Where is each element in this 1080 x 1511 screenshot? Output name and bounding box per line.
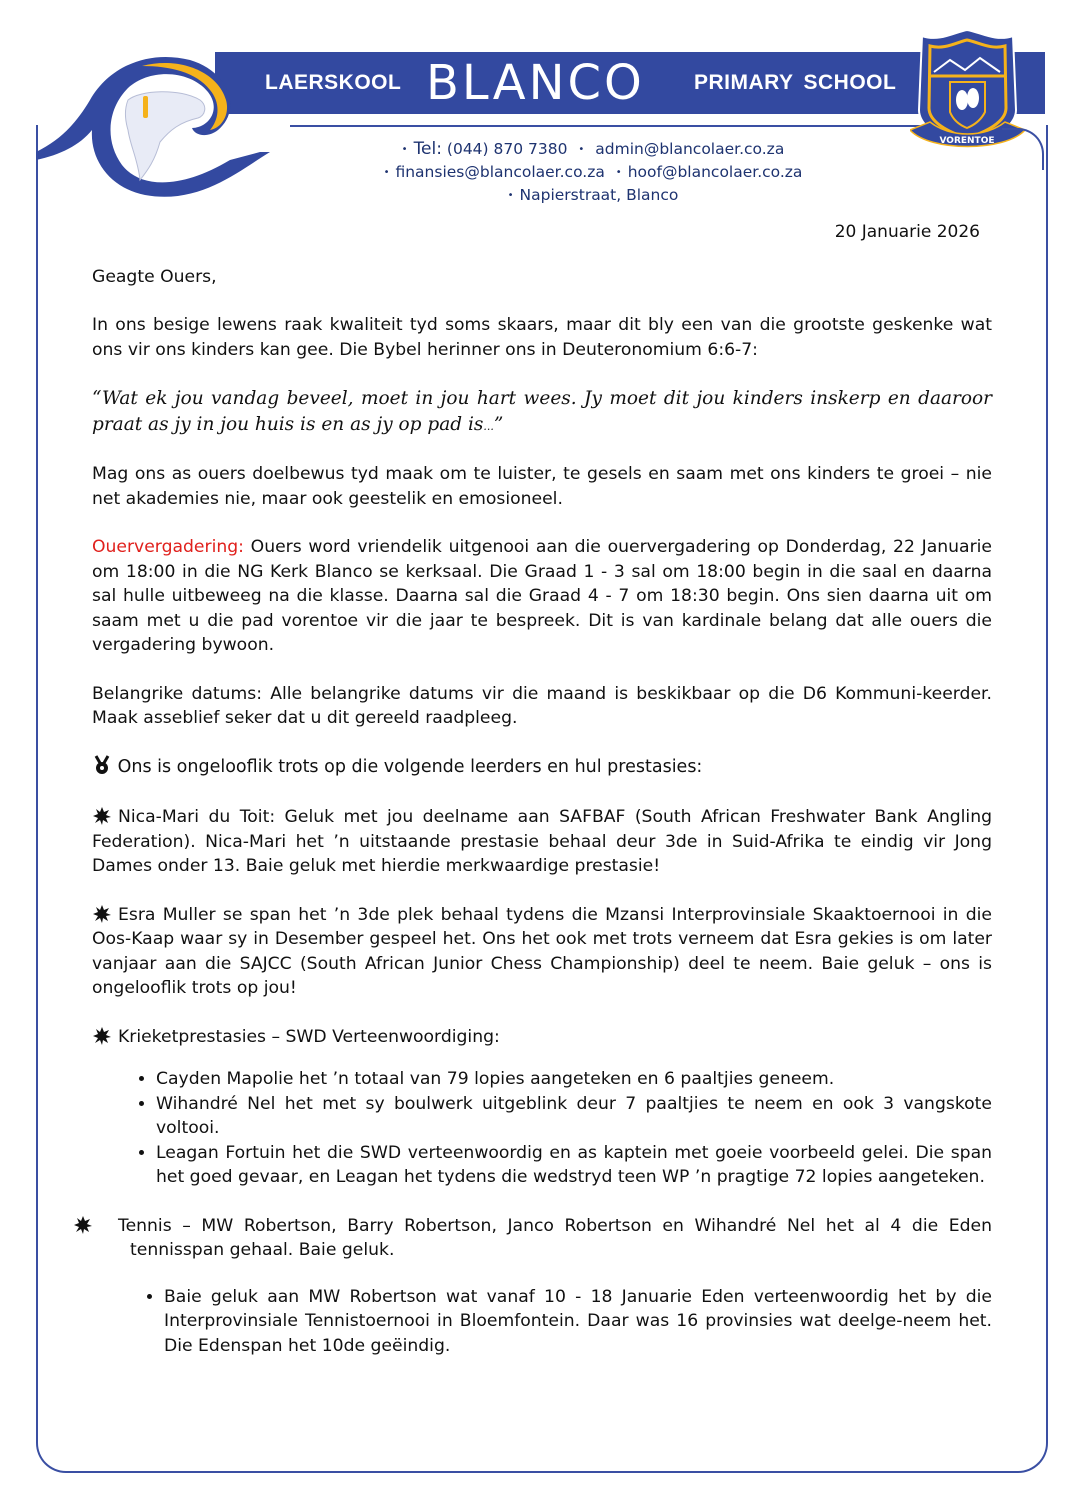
dates-label: Belangrike datums: [92, 683, 263, 704]
list-item: • Leagan Fortuin het die SWD verteenwoordig en as kaptein met goeie voorbeeld gelei. Die span het goed gevaar, en Leagan het tydens die wedstryd teen WP ’n pragtige 72 lopies aangeteken. [156, 1141, 992, 1190]
cricket-list [92, 1067, 992, 1190]
bullet-icon: • [383, 167, 390, 178]
address: Napierstraat, Blanco [519, 186, 679, 204]
sparkle-burst-icon [92, 1025, 112, 1050]
contact-block [300, 138, 880, 207]
tel-label: Tel: [413, 139, 442, 159]
reflection-paragraph: Mag ons as ouers doelbewus tyd maak om te luister, te gesels en saam met ons kinders te groei – nie net akademies nie, maar ook geestelik en emosioneel. [92, 464, 992, 509]
bullet-icon: • [401, 144, 408, 155]
achievement-item: Nica-Mari du Toit: Geluk met jou deelname aan SAFBAF (South African Freshwater Bank Angling Federation). Nica-Mari het ’n uitstaande prestasie behaal deur 3de in Suid-Afrika te eindig vir Jong Dames onder 13. Baie geluk met hierdie merkwaardige prestasie! [92, 807, 992, 876]
head-email-link[interactable]: hoof@blancolaer.co.za [627, 163, 803, 181]
scripture-quote: “Wat ek jou vandag beveel, moet in jou hart wees. Jy moet dit jou kinders inskerp en daaroor praat as jy in jou huis is en as jy op pad is...” [92, 388, 992, 435]
finance-email-link[interactable]: finansies@blancolaer.co.za [395, 163, 605, 181]
bullet-icon: • [578, 144, 585, 155]
admin-email-link[interactable]: admin@blancolaer.co.za [595, 140, 785, 158]
laerskool-label: LAERSKOOL [265, 71, 402, 94]
cricket-heading: Krieketprestasies – SWD Verteenwoordiging: [92, 1025, 992, 1050]
letter-body [92, 220, 992, 1382]
tennis-list [92, 1285, 992, 1359]
achievement-item: Esra Muller se span het ’n 3de plek behaal tydens die Mzansi Interprovinsiale Skaaktoernooi in die Oos-Kaap waar sy in Desember gespeel het. Ons het ook met trots verneem dat Esra gekies is om later vanjaar aan die SAJCC (South African Junior Chess Championship) deel te neem. Baie geluk – ons is ongelooflik trots op jou! [92, 904, 992, 998]
tel-number[interactable]: (044) 870 7380 [446, 140, 568, 158]
bullet-icon: • [507, 190, 514, 201]
meeting-text: Ouers word vriendelik uitgenooi aan die ouervergadering op Donderdag, 22 Januarie om 18:00 in die NG Kerk Blanco se kerksaal. Die Graad 1 - 3 sal om 18:00 begin in die saal en daarna sal hulle uitbeweeg na die klasse. Daarna sal die Graad 4 - 7 om 18:30 begin. Ons sien daarna uit om saam met u die pad vorentoe vir die jaar te bespreek. Dit is van kardinale belang dat alle ouers die vergadering bywoon. [92, 537, 992, 655]
bullet-icon: • [615, 167, 622, 178]
letter-date: 20 Januarie 2026 [834, 222, 980, 242]
sparkle-burst-icon [92, 1214, 112, 1239]
sparkle-burst-icon [92, 903, 112, 928]
school-name: BLANCO [426, 55, 645, 111]
medal-icon [92, 755, 112, 775]
list-item: • Cayden Mapolie het ’n totaal van 79 lopies aangeteken en 6 paaltjies geneem. [156, 1067, 992, 1092]
salutation: Geagte Ouers, [92, 266, 217, 287]
dates-paragraph [92, 682, 992, 731]
arum-lily-swirl-logo-icon [30, 30, 270, 200]
sparkle-burst-icon [92, 805, 112, 830]
meeting-label: Ouervergadering: [92, 537, 244, 557]
achievements-heading: Ons is ongelooflik trots op die volgende leerders en hul prestasies: [92, 755, 992, 780]
intro-paragraph: In ons besige lewens raak kwaliteit tyd soms skaars, maar dit bly een van die grootste geskenke wat ons vir ons kinders kan gee. Die Bybel herinner ons in Deuteronomium 6:6-7: [92, 315, 992, 360]
list-item: • Baie geluk aan MW Robertson wat vanaf 10 - 18 Januarie Eden verteenwoordig het by die Interprovinsiale Tennistoernooi in Bloemfontein. Daar was 16 provinsies wat deelge-neem het. Die Edenspan het 10de geëindig. [164, 1285, 992, 1359]
list-item: • Wihandré Nel het met sy boulwerk uitgeblink deur 7 paaltjies te neem en ook 3 vangskote voltooi. [156, 1092, 992, 1141]
dates-text: Alle belangrike datums vir die maand is beskikbaar op die D6 Kommuni-keerder. Maak asseblief seker dat u dit gereeld raadpleeg. [92, 683, 992, 728]
primary-school-label: PRIMARY SCHOOL [694, 71, 897, 94]
tennis-heading: Tennis – MW Robertson, Barry Robertson, Janco Robertson en Wihandré Nel het al 4 die Eden tennisspan gehaal. Baie geluk. [92, 1214, 992, 1263]
meeting-paragraph [92, 535, 992, 658]
svg-text:VORENTOE: VORENTOE [939, 136, 995, 146]
header-rule [290, 125, 930, 127]
